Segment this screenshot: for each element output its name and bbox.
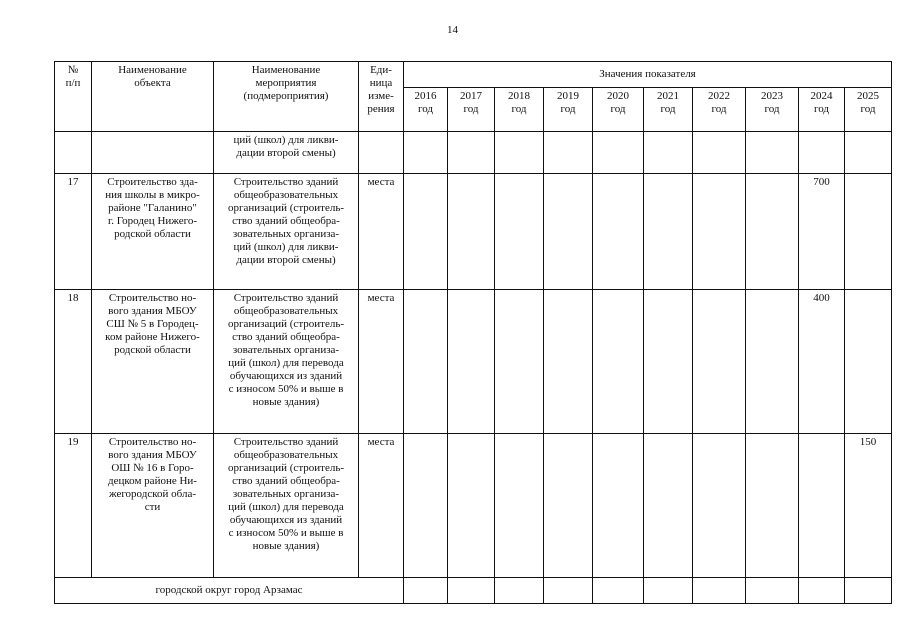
header-row-1 bbox=[55, 62, 892, 88]
cell-unit bbox=[359, 132, 404, 174]
table-row-section bbox=[55, 578, 892, 604]
header-event: Наименование мероприятия (подмероприятия) bbox=[214, 62, 359, 132]
header-year: 2022 год bbox=[693, 88, 746, 132]
cell-value bbox=[495, 132, 544, 174]
cell-value bbox=[448, 578, 495, 604]
cell-unit: места bbox=[359, 174, 404, 290]
cell-value bbox=[746, 132, 799, 174]
cell-value bbox=[495, 174, 544, 290]
header-year: 2018 год bbox=[495, 88, 544, 132]
cell-value bbox=[693, 434, 746, 578]
header-year: 2024 год bbox=[799, 88, 845, 132]
cell-value bbox=[404, 434, 448, 578]
cell-value bbox=[593, 132, 644, 174]
cell-value bbox=[799, 578, 845, 604]
cell-value bbox=[746, 174, 799, 290]
cell-value bbox=[593, 578, 644, 604]
table-row-19 bbox=[55, 434, 892, 578]
header-year: 2016 год bbox=[404, 88, 448, 132]
cell-value: 400 bbox=[799, 290, 845, 434]
cell-value bbox=[845, 290, 892, 434]
cell-num: 19 bbox=[55, 434, 92, 578]
cell-value bbox=[544, 578, 593, 604]
cell-value bbox=[693, 174, 746, 290]
cell-object: Строительство но- вого здания МБОУ ОШ № 16 в Горо- децком районе Ни- жегородской обла- сти bbox=[92, 434, 214, 578]
cell-value bbox=[845, 132, 892, 174]
header-unit: Еди- ница изме- рения bbox=[359, 62, 404, 132]
header-object: Наименование объекта bbox=[92, 62, 214, 132]
cell-object: Строительство зда- ния школы в микро- районе "Галанино" г. Городец Нижего- родской области bbox=[92, 174, 214, 290]
cell-value bbox=[593, 174, 644, 290]
cell-object: Строительство но- вого здания МБОУ СШ № 5 в Городец- ком районе Нижего- родской области bbox=[92, 290, 214, 434]
cell-value bbox=[644, 174, 693, 290]
cell-value bbox=[746, 578, 799, 604]
cell-value bbox=[544, 174, 593, 290]
cell-value bbox=[845, 174, 892, 290]
header-year: 2019 год bbox=[544, 88, 593, 132]
header-num: № п/п bbox=[55, 62, 92, 132]
cell-value bbox=[644, 578, 693, 604]
header-year: 2023 год bbox=[746, 88, 799, 132]
section-label: городской округ город Арзамас bbox=[55, 578, 404, 604]
cell-value bbox=[404, 290, 448, 434]
cell-value: 700 bbox=[799, 174, 845, 290]
table-row-continuation bbox=[55, 132, 892, 174]
cell-value bbox=[799, 434, 845, 578]
cell-value bbox=[404, 132, 448, 174]
cell-unit: места bbox=[359, 434, 404, 578]
cell-value bbox=[693, 578, 746, 604]
cell-value bbox=[495, 578, 544, 604]
table-row-17 bbox=[55, 174, 892, 290]
cell-value bbox=[644, 290, 693, 434]
cell-value bbox=[495, 290, 544, 434]
cell-event: Строительство зданий общеобразовательных организаций (строитель- ство зданий общеобра- зовательных организа- ций (школ) для ликви- дации второй смены) bbox=[214, 174, 359, 290]
cell-unit: места bbox=[359, 290, 404, 434]
cell-num: 17 bbox=[55, 174, 92, 290]
cell-value bbox=[593, 434, 644, 578]
cell-value bbox=[644, 132, 693, 174]
page-number: 14 bbox=[447, 24, 458, 36]
cell-value: 150 bbox=[845, 434, 892, 578]
cell-value bbox=[799, 132, 845, 174]
cell-value bbox=[544, 132, 593, 174]
header-year: 2021 год bbox=[644, 88, 693, 132]
cell-value bbox=[404, 174, 448, 290]
cell-value bbox=[495, 434, 544, 578]
cell-event: Строительство зданий общеобразовательных организаций (строитель- ство зданий общеобра- зовательных организа- ций (школ) для перевода обучающихся из зданий с износом 50% и выше в новые здания) bbox=[214, 434, 359, 578]
cell-value bbox=[448, 132, 495, 174]
header-year: 2025 год bbox=[845, 88, 892, 132]
cell-value bbox=[845, 578, 892, 604]
cell-event: Строительство зданий общеобразовательных организаций (строитель- ство зданий общеобра- зовательных организа- ций (школ) для перевода обучающихся из зданий с износом 50% и выше в новые здания) bbox=[214, 290, 359, 434]
cell-value bbox=[746, 434, 799, 578]
cell-num: 18 bbox=[55, 290, 92, 434]
cell-value bbox=[448, 290, 495, 434]
cell-object bbox=[92, 132, 214, 174]
cell-value bbox=[544, 434, 593, 578]
cell-value bbox=[693, 132, 746, 174]
cell-event: ций (школ) для ликви- дации второй смены) bbox=[214, 132, 359, 174]
header-values: Значения показателя bbox=[404, 62, 892, 88]
cell-value bbox=[746, 290, 799, 434]
table-row-18 bbox=[55, 290, 892, 434]
cell-value bbox=[593, 290, 644, 434]
header-year: 2020 год bbox=[593, 88, 644, 132]
cell-value bbox=[448, 174, 495, 290]
cell-value bbox=[693, 290, 746, 434]
cell-value bbox=[448, 434, 495, 578]
cell-num bbox=[55, 132, 92, 174]
cell-value bbox=[544, 290, 593, 434]
cell-value bbox=[644, 434, 693, 578]
header-year: 2017 год bbox=[448, 88, 495, 132]
cell-value bbox=[404, 578, 448, 604]
indicator-table bbox=[54, 61, 892, 604]
